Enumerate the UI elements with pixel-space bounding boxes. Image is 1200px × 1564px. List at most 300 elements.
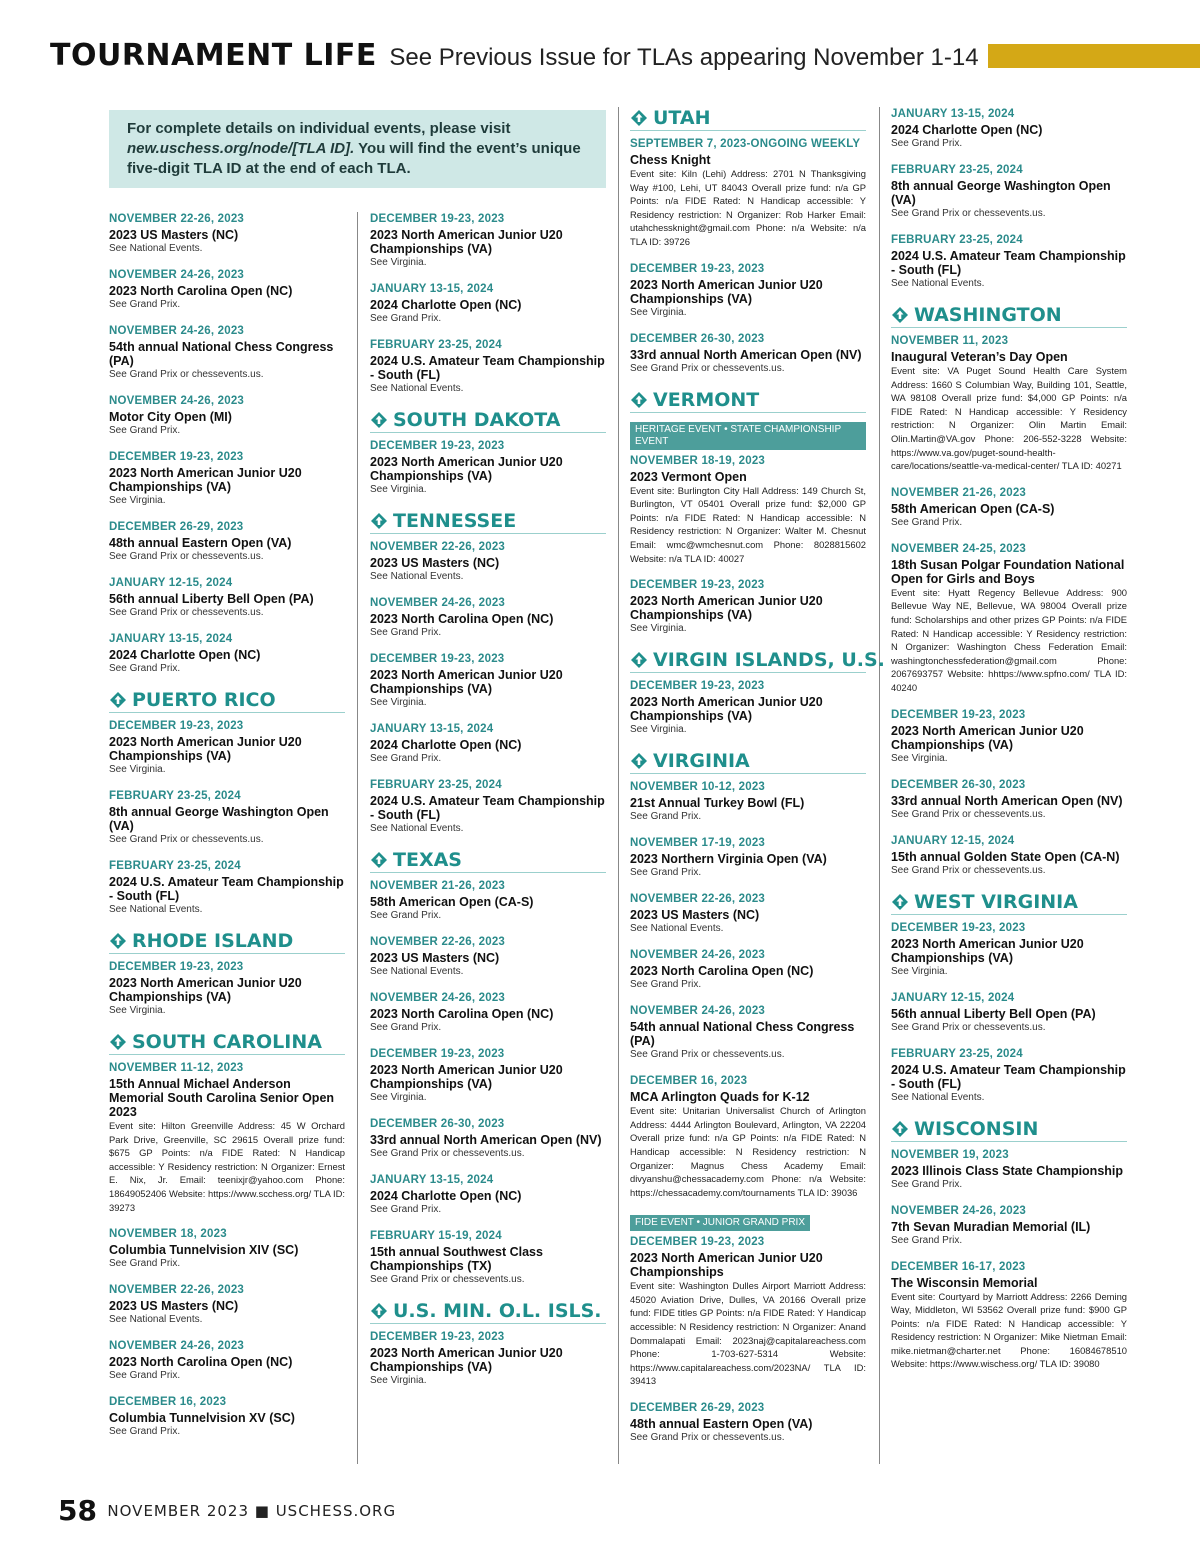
event-reference: See Grand Prix or chessevents.us. — [630, 1432, 785, 1444]
state-heading — [109, 930, 345, 954]
event-listing — [630, 332, 866, 375]
event-listing — [630, 578, 866, 635]
state-name: VIRGINIA — [653, 750, 750, 773]
event-reference: See Grand Prix or chessevents.us. — [109, 369, 264, 380]
state-name: SOUTH CAROLINA — [132, 1031, 322, 1053]
event-date: NOVEMBER 21-26, 2023 — [370, 880, 506, 892]
event-reference: See National Events. — [109, 1314, 203, 1326]
event-listing — [370, 778, 606, 835]
event-title: 2023 US Masters (NC) — [109, 228, 239, 242]
event-date: FEBRUARY 23-25, 2024 — [109, 790, 241, 802]
event-title: Columbia Tunnelvision XV (SC) — [109, 1411, 295, 1426]
event-details: Event site: Washington Dulles Airport Marriott Address: 45020 Aviation Drive, Dulles, VA 20166 Overall prize fund: FIDE titles GP Points: n/a FIDE Rated: Y Handicap accessible: N Residency restriction: N Organizer: Anand Dommalapati Email: 2023naj@capitalareachess.com Phone: 1-703-627-5314 Website: https://www.capitalareachess.com/2023NA/ TLA ID: 39413 — [630, 1280, 866, 1387]
event-title: 7th Sevan Muradian Memorial (IL) — [891, 1219, 1091, 1234]
event-reference: See National Events. — [109, 243, 203, 254]
event-listing — [630, 1401, 866, 1444]
event-date: DECEMBER 19-23, 2023 — [630, 1236, 765, 1249]
event-title: 2024 U.S. Amateur Team Championship - South (FL) — [891, 1062, 1126, 1091]
event-listing — [630, 780, 866, 823]
event-date: JANUARY 12-15, 2024 — [891, 834, 1015, 847]
event-date: DECEMBER 19-23, 2023 — [370, 1331, 505, 1343]
event-listing — [370, 935, 606, 978]
event-title: 2023 North American Junior U20 Championships (VA) — [891, 723, 1084, 752]
state-name: WASHINGTON — [914, 304, 1062, 326]
event-title: 21st Annual Turkey Bowl (FL) — [630, 796, 805, 811]
event-date: DECEMBER 19-23, 2023 — [370, 653, 505, 665]
event-date: JANUARY 12-15, 2024 — [891, 991, 1015, 1004]
event-listing — [109, 859, 345, 916]
event-listing — [630, 836, 866, 879]
event-date: DECEMBER 16, 2023 — [630, 1075, 748, 1088]
event-listing — [891, 334, 1127, 473]
event-date: NOVEMBER 24-25, 2023 — [891, 542, 1027, 555]
event-reference: See Grand Prix. — [630, 979, 702, 991]
event-date: NOVEMBER 24-26, 2023 — [891, 1204, 1027, 1217]
state-name: RHODE ISLAND — [132, 930, 294, 952]
event-title: 2023 North American Junior U20 Championships (VA) — [370, 668, 563, 696]
event-listing — [109, 632, 345, 675]
event-listing — [891, 834, 1127, 877]
event-listing — [891, 1148, 1127, 1191]
event-listing — [109, 719, 345, 776]
event-listing — [370, 1330, 606, 1387]
event-title: 2023 Illinois Class State Championship — [891, 1163, 1124, 1178]
event-title: 2023 North American Junior U20 Championships (VA) — [370, 228, 563, 256]
event-badge: FIDE EVENT • JUNIOR GRAND PRIX — [630, 1215, 810, 1231]
event-date: DECEMBER 19-23, 2023 — [370, 440, 505, 452]
event-title: 2023 North American Junior U20 Championships (VA) — [109, 735, 302, 763]
event-title: 2023 North American Junior U20 Championships (VA) — [370, 455, 563, 483]
event-reference: See Grand Prix. — [109, 1370, 181, 1382]
event-date: SEPTEMBER 7, 2023-ONGOING WEEKLY — [630, 138, 861, 150]
event-reference: See Grand Prix. — [109, 663, 181, 674]
notice-url[interactable]: new.uschess.org/node/[TLA ID]. — [127, 140, 355, 157]
event-listing — [370, 282, 606, 325]
state-name: WISCONSIN — [914, 1117, 1039, 1140]
event-date: DECEMBER 26-30, 2023 — [370, 1118, 505, 1130]
event-listing — [370, 1117, 606, 1160]
event-reference: See National Events. — [370, 383, 464, 394]
state-heading — [109, 689, 345, 713]
event-listing — [370, 439, 606, 496]
event-date: NOVEMBER 19, 2023 — [891, 1148, 1009, 1161]
event-title: 2023 North Carolina Open (NC) — [370, 612, 554, 626]
event-date: NOVEMBER 22-26, 2023 — [630, 893, 766, 906]
event-date: DECEMBER 19-23, 2023 — [630, 579, 765, 592]
event-title: 2023 North Carolina Open (NC) — [109, 284, 293, 298]
event-reference: See Grand Prix or chessevents.us. — [370, 1274, 525, 1285]
event-date: FEBRUARY 23-25, 2024 — [109, 860, 241, 872]
event-details: Event site: Hilton Greenville Address: 45 W Orchard Park Drive, Greenville, SC 29615 Overall prize fund: $675 GP Points: n/a FIDE Rated: N Handicap accessible: Y Residency restriction: N Organizer: Ernest E. Nix, Jr. Email: teenixjr@yahoo.com Phone: 18649052406 Website: https://www.scchess.org/ TLA ID: 39273 — [109, 1120, 345, 1213]
column-1 — [109, 212, 345, 1451]
event-date: DECEMBER 26-29, 2023 — [630, 1402, 765, 1415]
event-reference: See Grand Prix. — [370, 1022, 442, 1033]
state-heading — [370, 1300, 606, 1324]
state-heading — [109, 1031, 345, 1055]
event-date: NOVEMBER 24-26, 2023 — [109, 325, 245, 337]
event-listing — [370, 879, 606, 922]
event-details: Event site: Kiln (Lehi) Address: 2701 N Thanksgiving Way #100, Lehi, UT 84043 Overall prize fund: n/a GP Points: n/a FIDE Rated: N Handicap accessible: Y Residency restriction: N Organizer: Rob Harker Email: utahchessknight@gmail.com Phone: n/a Website: n/a TLA ID: 39726 — [630, 168, 866, 247]
state-name: WEST VIRGINIA — [914, 890, 1078, 913]
state-name: UTAH — [653, 107, 711, 129]
event-title: 56th annual Liberty Bell Open (PA) — [109, 592, 314, 606]
event-title: 15th annual Golden State Open (CA-N) — [891, 849, 1120, 864]
event-date: DECEMBER 19-23, 2023 — [891, 708, 1026, 721]
event-reference: See Virginia. — [630, 623, 687, 635]
event-title: 2024 Charlotte Open (NC) — [891, 123, 1043, 137]
event-listing — [109, 520, 345, 563]
event-reference: See Virginia. — [891, 965, 948, 977]
event-listing — [109, 1227, 345, 1270]
event-reference: See Grand Prix or chessevents.us. — [891, 1021, 1046, 1033]
event-reference: See Virginia. — [891, 752, 948, 764]
state-name: TENNESSEE — [393, 510, 517, 532]
event-reference: See Virginia. — [109, 495, 166, 506]
event-listing — [370, 1047, 606, 1104]
event-title: Inaugural Veteran’s Day Open — [891, 350, 1068, 364]
chess-arrow-icon — [370, 512, 388, 530]
event-listing — [630, 1212, 866, 1388]
event-details: Event site: Unitarian Universalist Church of Arlington Address: 4444 Arlington Boulevard, Arlington, VA 22204 Overall prize fund: n/a GP Points: n/a FIDE Rated: N Handicap accessible: N Residency restriction: N Organizer: Magnus Chess Academy Email: divyanshu@chessacademy.com Phone: n/a Website: https://chessacademy.com/tournaments TLA ID: 39036 — [630, 1105, 866, 1198]
event-listing — [891, 778, 1127, 821]
event-reference: See Grand Prix. — [370, 627, 442, 638]
event-date: DECEMBER 26-30, 2023 — [630, 332, 765, 345]
event-title: 2024 Charlotte Open (NC) — [370, 1189, 522, 1203]
event-listing — [370, 338, 606, 395]
event-reference: See Grand Prix. — [109, 425, 181, 436]
event-title: 2023 US Masters (NC) — [370, 951, 500, 965]
event-reference: See Virginia. — [370, 484, 427, 495]
event-date: NOVEMBER 18-19, 2023 — [630, 454, 766, 467]
chess-arrow-icon — [630, 109, 648, 127]
event-date: JANUARY 12-15, 2024 — [109, 577, 233, 589]
column-3 — [630, 107, 885, 1457]
state-heading — [370, 510, 606, 534]
chess-arrow-icon — [370, 851, 388, 869]
event-reference: See National Events. — [891, 1091, 985, 1103]
event-listing — [630, 679, 866, 736]
event-listing — [109, 268, 345, 311]
event-title: 2023 US Masters (NC) — [370, 556, 500, 570]
state-heading — [370, 849, 606, 873]
event-reference: See Virginia. — [109, 1005, 166, 1016]
column-divider — [618, 107, 619, 1464]
event-title: 2023 North American Junior U20 Championships (VA) — [630, 695, 823, 724]
event-listing — [891, 1047, 1127, 1104]
event-title: 2023 North Carolina Open (NC) — [370, 1007, 554, 1021]
event-reference: See Virginia. — [370, 257, 427, 268]
event-listing — [370, 596, 606, 639]
event-reference: See Grand Prix or chessevents.us. — [109, 551, 264, 562]
chess-arrow-icon — [370, 1302, 388, 1320]
event-listing — [630, 948, 866, 991]
event-details: Event site: Courtyard by Marriott Address: 2266 Deming Way, Middleton, WI 53562 Overall prize fund: $900 GP Points: n/a FIDE Rated: N Handicap accessible: Y Residency restriction: N Organizer: Mike Nietman Email: mike.nietman@charter.net Phone: 16084678510 Website: https://www.wischess.org/ TLA ID: 39080 — [891, 1290, 1127, 1370]
event-title: 2024 U.S. Amateur Team Championship - South (FL) — [891, 249, 1126, 277]
event-listing — [630, 892, 866, 935]
event-title: 58th American Open (CA-S) — [370, 895, 534, 909]
event-title: 2023 North American Junior U20 Championships (VA) — [630, 594, 823, 623]
event-reference: See Grand Prix. — [891, 1234, 963, 1246]
event-listing — [370, 991, 606, 1034]
event-listing — [109, 789, 345, 846]
event-listing — [891, 486, 1127, 529]
event-listing — [891, 921, 1127, 978]
event-title: 2024 Charlotte Open (NC) — [109, 648, 261, 662]
event-reference: See National Events. — [109, 904, 203, 915]
event-title: 54th annual National Chess Congress (PA) — [630, 1020, 855, 1049]
chess-arrow-icon — [109, 1033, 127, 1051]
event-reference: See Grand Prix. — [109, 1258, 181, 1270]
event-title: 8th annual George Washington Open (VA) — [109, 805, 329, 833]
event-date: JANUARY 13-15, 2024 — [109, 633, 233, 645]
event-date: DECEMBER 16-17, 2023 — [891, 1260, 1026, 1273]
event-date: JANUARY 13-15, 2024 — [370, 283, 494, 295]
chess-arrow-icon — [891, 1120, 909, 1138]
column-divider — [357, 212, 358, 1464]
event-reference: See Grand Prix. — [891, 1178, 963, 1190]
event-title: 2023 North American Junior U20 Championships — [630, 1251, 823, 1280]
event-reference: See Grand Prix. — [891, 516, 963, 528]
chess-arrow-icon — [630, 391, 648, 409]
footer-issue: NOVEMBER 2023 ■ USCHESS.ORG — [107, 1501, 397, 1520]
event-title: 2023 North American Junior U20 Championships (VA) — [370, 1063, 563, 1091]
event-reference: See National Events. — [630, 923, 724, 935]
section-subtitle: See Previous Issue for TLAs appearing November 1-14 — [389, 44, 979, 71]
event-date: DECEMBER 26-29, 2023 — [109, 521, 244, 533]
event-reference: See National Events. — [891, 278, 985, 289]
notice-text-2: You will find the event’s unique five-digit TLA ID at the end of each TLA. — [127, 140, 581, 177]
event-date: DECEMBER 19-23, 2023 — [630, 680, 765, 693]
event-title: 2024 U.S. Amateur Team Championship - South (FL) — [370, 354, 605, 382]
event-listing — [109, 1283, 345, 1326]
event-reference: See Grand Prix. — [109, 1426, 181, 1438]
event-listing — [109, 1395, 345, 1438]
event-reference: See Virginia. — [370, 1092, 427, 1103]
event-date: DECEMBER 16, 2023 — [109, 1396, 227, 1409]
event-title: 2023 Vermont Open — [630, 469, 747, 484]
state-name: SOUTH DAKOTA — [393, 409, 561, 431]
state-name: PUERTO RICO — [132, 689, 276, 711]
state-heading — [370, 409, 606, 433]
state-heading — [630, 389, 866, 413]
event-date: NOVEMBER 24-26, 2023 — [630, 1005, 766, 1018]
event-date: NOVEMBER 24-26, 2023 — [630, 949, 766, 962]
event-date: NOVEMBER 22-26, 2023 — [109, 213, 245, 225]
column-4 — [891, 107, 1127, 1384]
event-listing — [370, 1229, 606, 1286]
event-date: NOVEMBER 22-26, 2023 — [370, 541, 506, 553]
event-reference: See Grand Prix. — [370, 313, 442, 324]
event-reference: See Virginia. — [370, 1375, 427, 1386]
event-title: 2023 North American Junior U20 Championships (VA) — [109, 466, 302, 494]
event-listing — [109, 324, 345, 381]
event-reference: See Grand Prix or chessevents.us. — [109, 834, 264, 845]
event-listing — [630, 262, 866, 319]
column-2 — [370, 212, 606, 1400]
event-date: DECEMBER 19-23, 2023 — [109, 451, 244, 463]
event-listing — [109, 394, 345, 437]
event-listing — [630, 419, 866, 566]
event-listing — [109, 1339, 345, 1382]
event-date: FEBRUARY 23-25, 2024 — [370, 339, 502, 351]
event-date: NOVEMBER 11-12, 2023 — [109, 1062, 244, 1074]
event-title: 2024 Charlotte Open (NC) — [370, 738, 522, 752]
event-date: NOVEMBER 10-12, 2023 — [630, 781, 766, 794]
event-badge: HERITAGE EVENT • STATE CHAMPIONSHIP EVENT — [630, 422, 866, 450]
event-title: 2023 Northern Virginia Open (VA) — [630, 852, 827, 867]
event-listing — [891, 107, 1127, 150]
state-heading — [630, 107, 866, 131]
event-date: JANUARY 13-15, 2024 — [891, 108, 1015, 120]
event-date: FEBRUARY 23-25, 2024 — [891, 164, 1023, 176]
event-listing — [891, 163, 1127, 220]
event-title: 2024 U.S. Amateur Team Championship - South (FL) — [370, 794, 605, 822]
event-reference: See Grand Prix or chessevents.us. — [109, 607, 264, 618]
event-date: FEBRUARY 23-25, 2024 — [370, 779, 502, 791]
event-listing — [891, 542, 1127, 695]
event-listing — [630, 1004, 866, 1061]
column-divider — [879, 107, 880, 1464]
event-date: JANUARY 13-15, 2024 — [370, 723, 494, 735]
chess-arrow-icon — [109, 932, 127, 950]
event-date: NOVEMBER 22-26, 2023 — [109, 1284, 245, 1297]
chess-arrow-icon — [891, 306, 909, 324]
event-title: 2023 North Carolina Open (NC) — [109, 1355, 293, 1370]
event-title: 2023 North American Junior U20 Championships (VA) — [630, 277, 823, 306]
event-reference: See Grand Prix or chessevents.us. — [891, 208, 1046, 219]
section-title: TOURNAMENT LIFE — [50, 38, 377, 73]
event-listing — [891, 233, 1127, 290]
event-date: NOVEMBER 11, 2023 — [891, 335, 1009, 347]
event-reference: See Grand Prix. — [370, 753, 442, 764]
event-title: 56th annual Liberty Bell Open (PA) — [891, 1006, 1096, 1021]
event-reference: See Grand Prix. — [109, 299, 181, 310]
event-date: FEBRUARY 15-19, 2024 — [370, 1230, 502, 1242]
event-listing — [370, 540, 606, 583]
event-date: DECEMBER 19-23, 2023 — [630, 262, 765, 275]
event-title: The Wisconsin Memorial — [891, 1275, 1038, 1290]
event-date: NOVEMBER 17-19, 2023 — [630, 837, 766, 850]
event-listing — [891, 1260, 1127, 1372]
event-reference: See Grand Prix. — [891, 138, 963, 149]
event-title: 48th annual Eastern Open (VA) — [630, 1417, 813, 1432]
chess-arrow-icon — [109, 691, 127, 709]
event-date: DECEMBER 26-30, 2023 — [891, 778, 1026, 791]
event-reference: See Grand Prix. — [630, 867, 702, 879]
event-date: NOVEMBER 24-26, 2023 — [370, 992, 506, 1004]
event-title: 2024 Charlotte Open (NC) — [370, 298, 522, 312]
event-listing — [109, 960, 345, 1017]
event-date: NOVEMBER 21-26, 2023 — [891, 486, 1027, 499]
event-title: 2023 North Carolina Open (NC) — [630, 964, 814, 979]
event-reference: See Grand Prix or chessevents.us. — [891, 808, 1046, 820]
event-reference: See Virginia. — [370, 697, 427, 708]
event-reference: See Virginia. — [630, 724, 687, 736]
info-notice — [109, 110, 606, 188]
event-details: Event site: VA Puget Sound Health Care System Address: 1660 S Columbian Way, Building 101, Seattle, WA 98108 Overall prize fund: $4,000 GP Points: n/a FIDE Rated: N Handicap accessible: Y Residency restriction: N Organizer: Olin Martin Email: Olin.Martin@VA.gov Phone: 206-552-3228 Website: https://www.va.gov/puget-sound-health-care/locations/seattle-va-medical-center/ TLA ID: 40271 — [891, 365, 1127, 472]
event-title: Columbia Tunnelvision XIV (SC) — [109, 1243, 299, 1258]
notice-text: For complete details on individual events, please visit — [127, 120, 511, 137]
event-date: NOVEMBER 24-26, 2023 — [109, 269, 245, 281]
event-listing — [370, 722, 606, 765]
event-listing — [109, 576, 345, 619]
chess-arrow-icon — [630, 651, 648, 669]
event-date: NOVEMBER 18, 2023 — [109, 1228, 227, 1241]
event-reference: See Grand Prix. — [630, 811, 702, 823]
event-date: NOVEMBER 24-26, 2023 — [109, 1340, 245, 1353]
event-reference: See Grand Prix. — [370, 910, 442, 921]
event-reference: See Grand Prix or chessevents.us. — [630, 1049, 785, 1061]
event-date: DECEMBER 19-23, 2023 — [370, 1048, 505, 1060]
event-title: 15th annual Southwest Class Championships (TX) — [370, 1245, 543, 1273]
page-number: 58 — [58, 1494, 97, 1527]
page-header — [50, 38, 979, 78]
event-date: FEBRUARY 23-25, 2024 — [891, 234, 1023, 246]
header-accent-bar — [988, 44, 1200, 68]
event-title: 33rd annual North American Open (NV) — [370, 1133, 602, 1147]
event-listing — [109, 450, 345, 507]
event-date: DECEMBER 19-23, 2023 — [109, 961, 244, 973]
event-title: 58th American Open (CA-S) — [891, 501, 1055, 516]
event-title: 54th annual National Chess Congress (PA) — [109, 340, 334, 368]
event-title: 33rd annual North American Open (NV) — [630, 347, 862, 362]
event-listing — [891, 991, 1127, 1034]
event-listing — [370, 1173, 606, 1216]
event-title: 2023 North American Junior U20 Championships (VA) — [891, 936, 1084, 965]
chess-arrow-icon — [891, 893, 909, 911]
event-date: NOVEMBER 24-26, 2023 — [370, 597, 506, 609]
event-title: 33rd annual North American Open (NV) — [891, 793, 1123, 808]
chess-arrow-icon — [370, 411, 388, 429]
event-date: DECEMBER 19-23, 2023 — [109, 720, 244, 732]
event-title: 48th annual Eastern Open (VA) — [109, 536, 292, 550]
event-reference: See Virginia. — [109, 764, 166, 775]
state-name: VERMONT — [653, 388, 760, 411]
event-listing — [891, 1204, 1127, 1247]
event-date: NOVEMBER 24-26, 2023 — [109, 395, 245, 407]
event-title: 2023 North American Junior U20 Championships (VA) — [109, 976, 302, 1004]
state-name: VIRGIN ISLANDS, U.S. — [653, 649, 885, 672]
state-heading — [630, 750, 866, 774]
state-heading — [630, 649, 885, 673]
state-heading — [891, 1118, 1127, 1142]
event-title: 2023 North American Junior U20 Championships (VA) — [370, 1346, 563, 1374]
event-title: 8th annual George Washington Open (VA) — [891, 179, 1111, 207]
event-title: 15th Annual Michael Anderson Memorial South Carolina Senior Open 2023 — [109, 1077, 335, 1119]
event-reference: See Grand Prix or chessevents.us. — [370, 1148, 525, 1159]
event-date: FEBRUARY 23-25, 2024 — [891, 1047, 1023, 1060]
event-date: DECEMBER 19-23, 2023 — [891, 921, 1026, 934]
state-name: U.S. MIN. O.L. ISLS. — [393, 1300, 602, 1322]
event-reference: See Virginia. — [630, 306, 687, 318]
event-title: 2023 US Masters (NC) — [109, 1299, 239, 1314]
event-reference: See Grand Prix or chessevents.us. — [891, 864, 1046, 876]
event-listing — [109, 1061, 345, 1214]
event-date: NOVEMBER 22-26, 2023 — [370, 936, 506, 948]
event-title: Motor City Open (MI) — [109, 410, 232, 424]
event-reference: See National Events. — [370, 966, 464, 977]
event-title: 2023 US Masters (NC) — [630, 908, 760, 923]
event-details: Event site: Burlington City Hall Address: 149 Church St, Burlington, VT 05401 Overall prize fund: $2,000 GP Points: n/a FIDE Rated: N Handicap accessible: N Residency restriction: N Organizer: Walter M. Chesnut Email: wmc@wmchesnut.com Phone: 8028815602 Website: n/a TLA ID: 40027 — [630, 484, 866, 564]
event-date: DECEMBER 19-23, 2023 — [370, 213, 505, 225]
event-listing — [370, 652, 606, 709]
event-listing — [109, 212, 345, 255]
event-reference: See Grand Prix or chessevents.us. — [630, 362, 785, 374]
chess-arrow-icon — [630, 752, 648, 770]
state-heading — [891, 304, 1127, 328]
state-heading — [891, 891, 1127, 915]
event-reference: See National Events. — [370, 571, 464, 582]
